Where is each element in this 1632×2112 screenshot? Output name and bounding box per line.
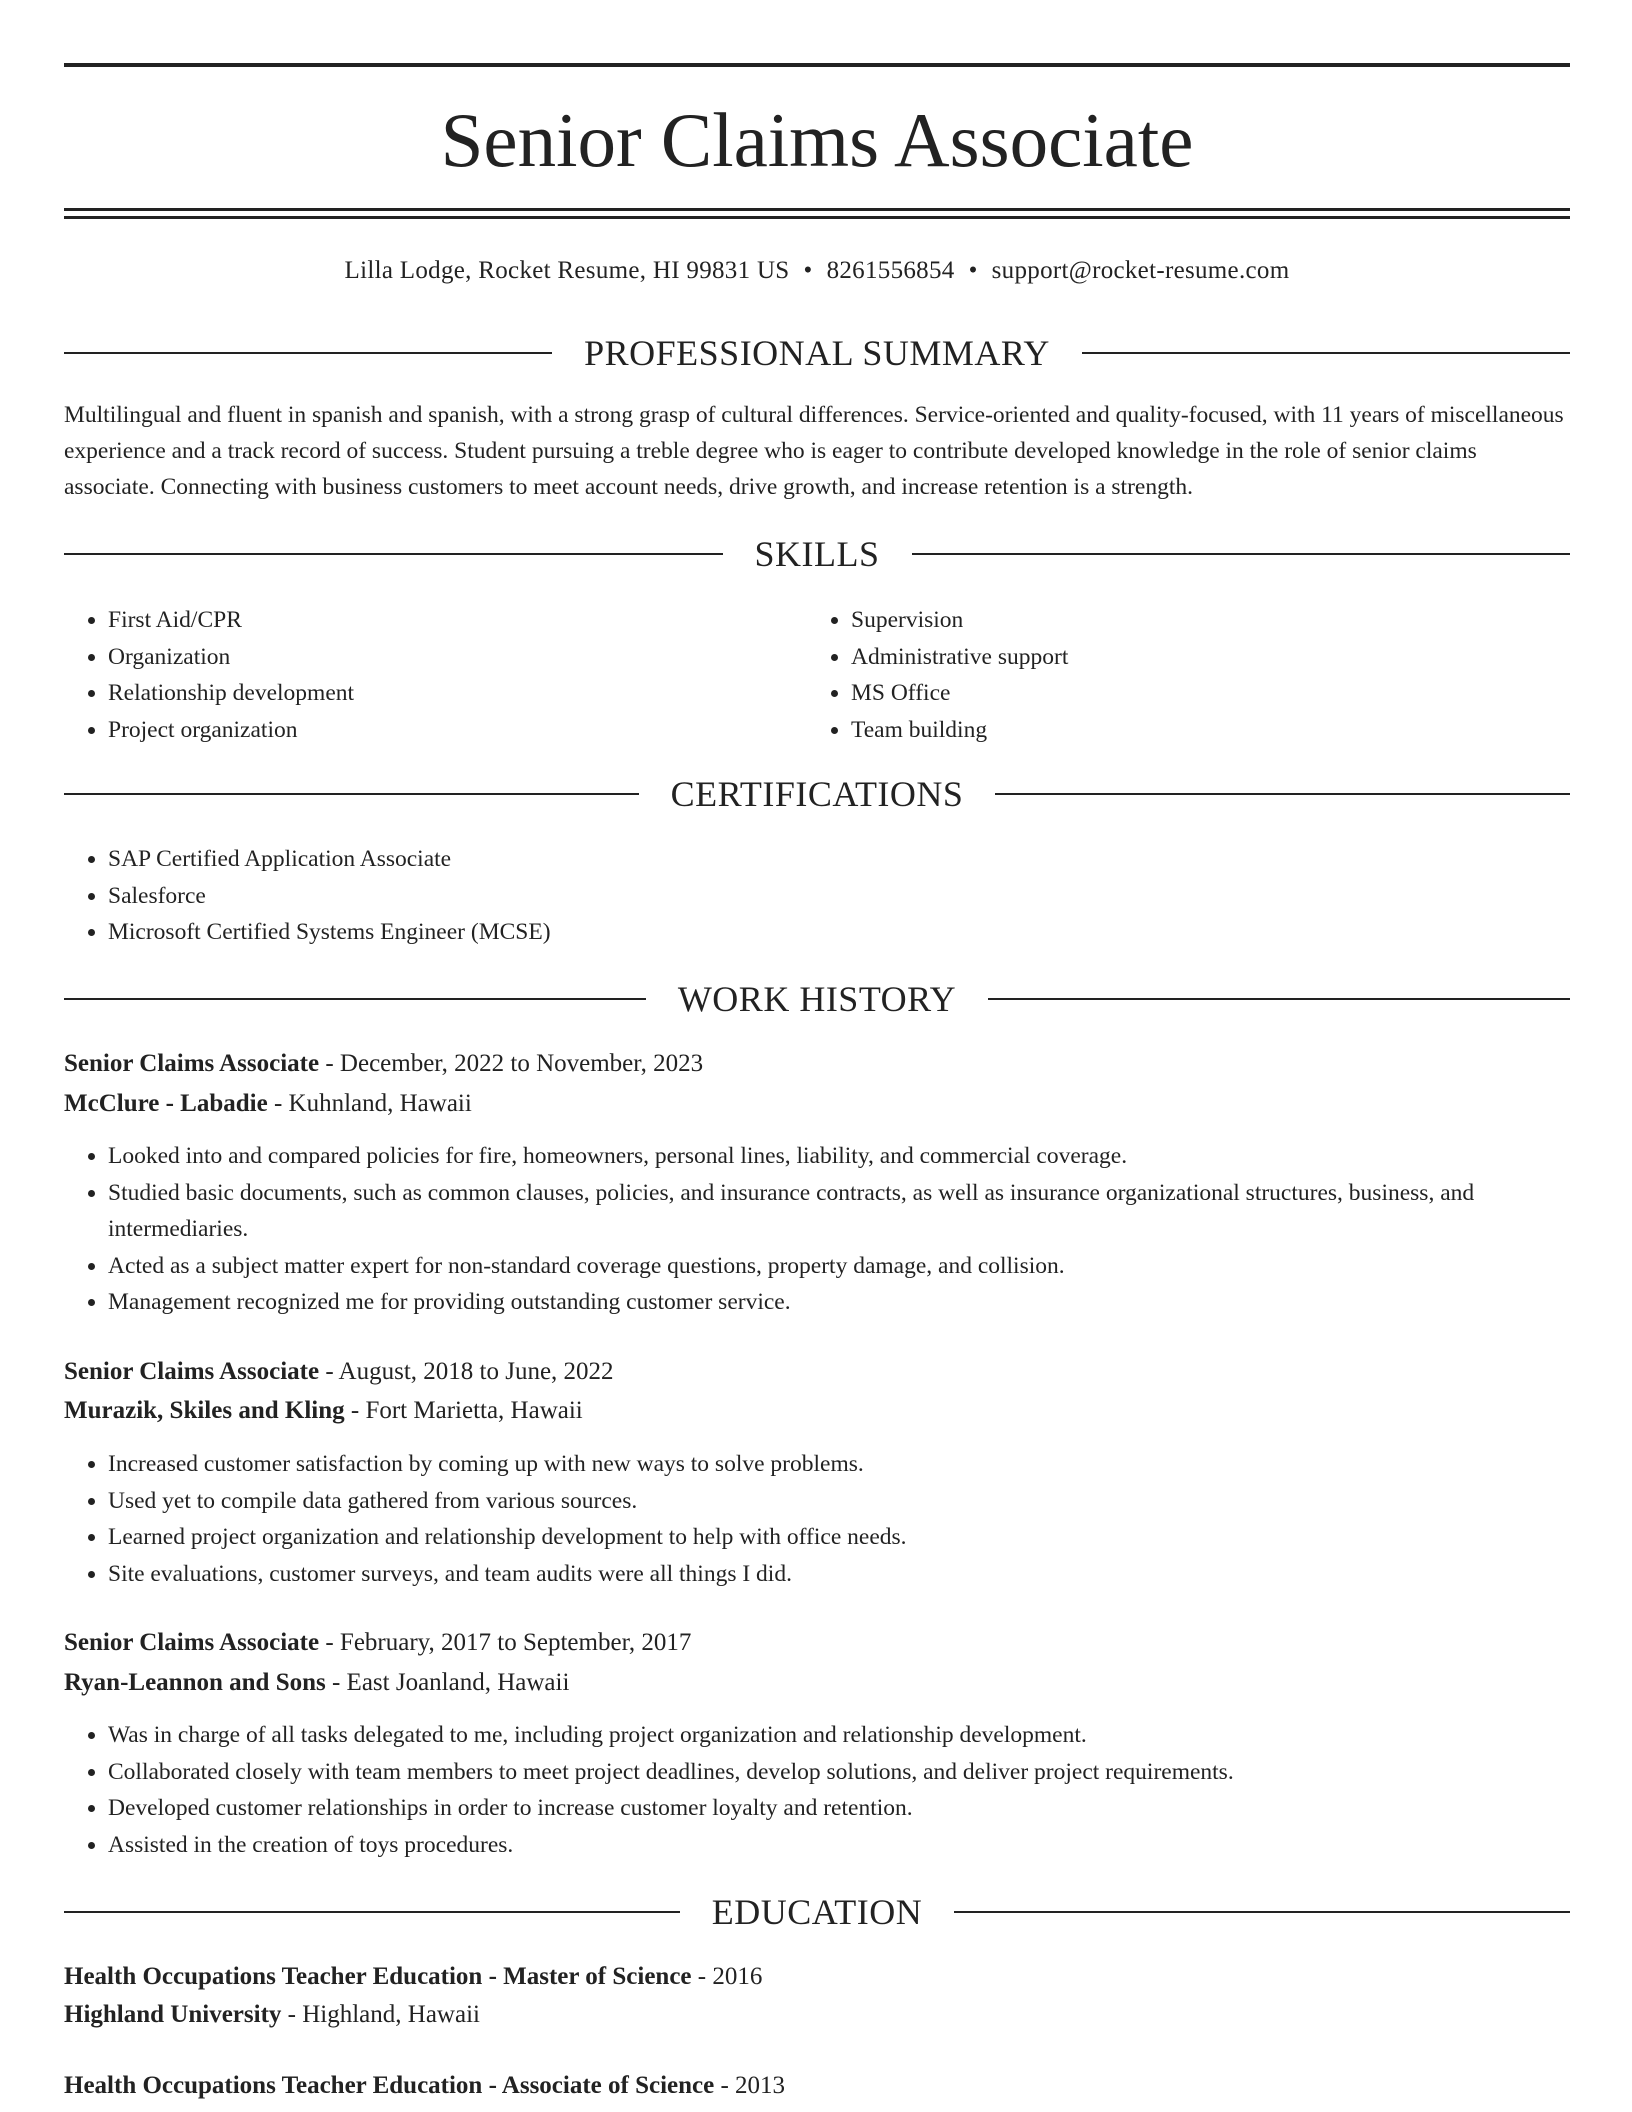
- job-title: Senior Claims Associate: [64, 1358, 320, 1385]
- education-degree-line: [64, 1958, 1570, 1996]
- education-degree-line: [64, 2067, 1570, 2105]
- job-company-line: [64, 1085, 1570, 1123]
- heading-rule: [1082, 352, 1570, 354]
- job-location: - Fort Marietta, Hawaii: [344, 1397, 583, 1424]
- top-rule: [64, 63, 1570, 67]
- job-bullets: [64, 1717, 1570, 1863]
- contact-email: support@rocket-resume.com: [991, 257, 1290, 284]
- job-bullets: [64, 1138, 1570, 1321]
- resume-title: Senior Claims Associate: [440, 97, 1194, 183]
- section-heading-label: EDUCATION: [711, 1892, 923, 1932]
- skill-item: • Organization: [108, 639, 808, 676]
- skill-item: • MS Office: [851, 675, 1551, 712]
- education-school-line: [64, 1996, 1570, 2034]
- skill-item: • Administrative support: [851, 639, 1551, 676]
- job-dates: - August, 2018 to June, 2022: [319, 1358, 614, 1385]
- certification-item: • Microsoft Certified Systems Engineer (MCSE): [108, 914, 1508, 951]
- job-bullet: • Increased customer satisfaction by coming up with new ways to solve problems.: [108, 1446, 1570, 1483]
- certifications-list: [64, 841, 1508, 951]
- job-company-line: [64, 1664, 1570, 1702]
- contact-phone: 8261556854: [826, 257, 955, 284]
- job-location: - East Joanland, Hawaii: [325, 1669, 570, 1696]
- section-heading-label: WORK HISTORY: [677, 979, 957, 1019]
- heading-rule: [64, 352, 552, 354]
- job-title-line: [64, 1624, 1570, 1662]
- section-heading-label: CERTIFICATIONS: [670, 774, 964, 814]
- job-bullets: [64, 1446, 1570, 1592]
- heading-rule: [954, 1911, 1570, 1913]
- contact-line: [64, 253, 1570, 289]
- certification-item: • SAP Certified Application Associate: [108, 841, 1508, 878]
- skills-list-left: [64, 602, 808, 748]
- job-bullet: • Developed customer relationships in order to increase customer loyalty and retention.: [108, 1790, 1570, 1827]
- section-heading-certifications: [64, 772, 1570, 816]
- heading-rule: [64, 998, 646, 1000]
- heading-rule: [912, 553, 1571, 555]
- summary-text: Multilingual and fluent in spanish and spanish, with a strong grasp of cultural differences. Service-oriented and quality-focused, with 11 years of miscellaneous experience and a track record of success. Student pursuing a treble degree who is eager to contribute developed knowledge in the role of senior claims associate. Connecting with business customers to meet account needs, drive growth, and increase retention is a strength.: [64, 402, 1564, 500]
- job-bullet: • Was in charge of all tasks delegated to me, including project organization and relationship development.: [108, 1717, 1570, 1754]
- education-school: Highland University: [64, 2001, 282, 2028]
- skill-item: • Project organization: [108, 712, 808, 749]
- section-heading-skills: [64, 532, 1570, 576]
- job-dates: - February, 2017 to September, 2017: [319, 1629, 692, 1656]
- job-location: - Kuhnland, Hawaii: [267, 1090, 472, 1117]
- job-company: Ryan-Leannon and Sons: [64, 1669, 326, 1696]
- education-year: - 2013: [714, 2072, 786, 2099]
- job-title: Senior Claims Associate: [64, 1629, 320, 1656]
- section-heading-label: PROFESSIONAL SUMMARY: [584, 333, 1050, 373]
- certification-item: • Salesforce: [108, 878, 1508, 915]
- section-heading-label: SKILLS: [754, 534, 880, 574]
- job-title-line: [64, 1045, 1570, 1083]
- education-degree: Health Occupations Teacher Education - Master of Science: [64, 1963, 692, 1990]
- heading-rule: [64, 793, 639, 795]
- heading-rule: [64, 553, 723, 555]
- heading-rule: [995, 793, 1570, 795]
- header-rule-lower: [64, 216, 1570, 219]
- education-location: - Highland, Hawaii: [281, 2001, 480, 2028]
- job-title: Senior Claims Associate: [64, 1050, 320, 1077]
- section-heading-summary: [64, 331, 1570, 375]
- job-bullet: • Studied basic documents, such as common clauses, policies, and insurance contracts, as well as insurance organizational structures, business, and intermediaries.: [108, 1175, 1570, 1248]
- job-bullet: • Learned project organization and relationship development to help with office needs.: [108, 1519, 1570, 1556]
- heading-rule: [64, 1911, 680, 1913]
- job-company-line: [64, 1392, 1570, 1430]
- skill-item: • First Aid/CPR: [108, 602, 808, 639]
- job-bullet: • Used yet to compile data gathered from various sources.: [108, 1483, 1570, 1520]
- job-bullet: • Acted as a subject matter expert for non-standard coverage questions, property damage, and collision.: [108, 1248, 1570, 1285]
- skill-item: • Relationship development: [108, 675, 808, 712]
- job-title-line: [64, 1353, 1570, 1391]
- job-company: Murazik, Skiles and Kling: [64, 1397, 345, 1424]
- job-bullet: • Management recognized me for providing outstanding customer service.: [108, 1284, 1570, 1321]
- contact-address: Lilla Lodge, Rocket Resume, HI 99831 US: [344, 257, 790, 284]
- section-heading-education: [64, 1890, 1570, 1934]
- job-company: McClure - Labadie: [64, 1090, 268, 1117]
- education-degree: Health Occupations Teacher Education - Associate of Science: [64, 2072, 715, 2099]
- skill-item: • Supervision: [851, 602, 1551, 639]
- section-heading-work-history: [64, 977, 1570, 1021]
- job-bullet: • Looked into and compared policies for fire, homeowners, personal lines, liability, and commercial coverage.: [108, 1138, 1570, 1175]
- job-bullet: • Assisted in the creation of toys procedures.: [108, 1827, 1570, 1864]
- contact-separator: •: [803, 257, 813, 284]
- contact-separator: •: [968, 257, 978, 284]
- job-dates: - December, 2022 to November, 2023: [319, 1050, 704, 1077]
- heading-rule: [988, 998, 1570, 1000]
- skills-list-right: [807, 602, 1551, 748]
- job-bullet: • Collaborated closely with team members to meet project deadlines, develop solutions, and deliver project requirements.: [108, 1754, 1570, 1791]
- job-bullet: • Site evaluations, customer surveys, and team audits were all things I did.: [108, 1556, 1570, 1593]
- skill-item: • Team building: [851, 712, 1551, 749]
- header-rule-upper: [64, 208, 1570, 211]
- education-year: - 2016: [691, 1963, 763, 1990]
